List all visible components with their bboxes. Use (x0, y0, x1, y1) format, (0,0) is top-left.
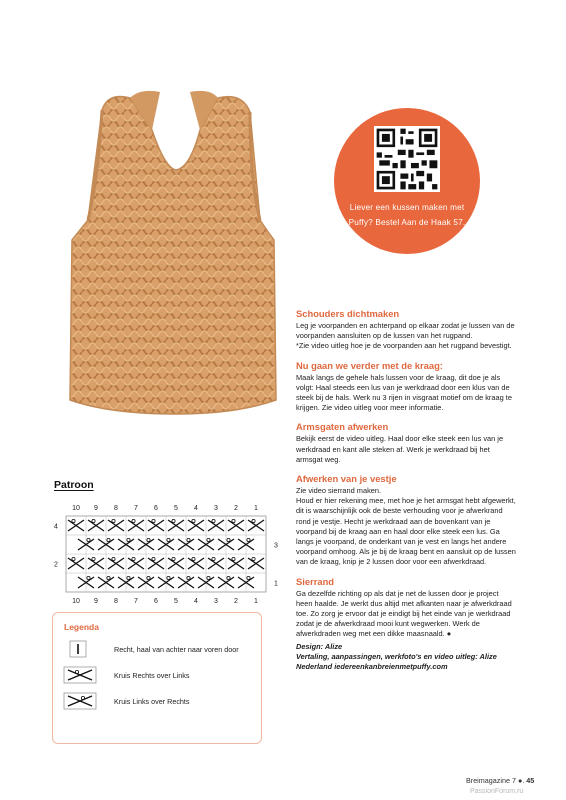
section-body-collar: Maak langs de gehele hals lussen voor de kraag, dit doe je als volgt: Haal steeds een lus van je werkdraad door een klus van de steek bij de hals. Werk nu 3 rijen in visgraat motief om de kraag te krijgen. Zie video uitleg voor meer informatie. (296, 372, 512, 413)
legend-item-cross-right (62, 666, 258, 686)
col-label-top: 10 (72, 505, 80, 512)
legend-label-knit: Recht, haal van achter naar voren door (114, 645, 239, 654)
section-heading-shoulders: Schouders dichtmaken (296, 308, 400, 319)
vertical-bar-icon (62, 640, 98, 658)
legend-title: Legenda (64, 622, 99, 632)
col-label-top: 4 (194, 505, 198, 512)
col-label-top: 5 (174, 505, 178, 512)
col-label-top: 9 (94, 505, 98, 512)
col-label-bottom: 4 (194, 598, 198, 605)
watermark: PassionForum.ru (470, 788, 524, 795)
row-label: 2 (54, 561, 58, 569)
cross-left-over-right-icon (62, 692, 98, 710)
col-label-bottom: 7 (134, 598, 138, 605)
col-label-top: 7 (134, 505, 138, 512)
legend-label-cross-left: Kruis Links over Rechts (114, 697, 190, 706)
promo-text: Liever een kussen maken met Puffy? Bestel Aan de Haak 57. (348, 203, 466, 227)
row-label: 3 (274, 542, 278, 550)
legend-item-knit (62, 640, 258, 660)
legend-label-cross-right: Kruis Rechts over Links (114, 671, 190, 680)
col-label-bottom: 6 (154, 598, 158, 605)
pattern-chart (42, 498, 302, 610)
section-heading-border: Sierrand (296, 575, 335, 587)
col-label-bottom: 1 (254, 598, 258, 605)
bullet-icon: ●. (517, 776, 527, 785)
cross-right-over-left-icon (62, 666, 98, 684)
page-footer (466, 776, 534, 785)
col-label-bottom: 3 (214, 598, 218, 605)
magazine-name: Breimagazine 7 (466, 776, 516, 785)
col-label-bottom: 2 (234, 598, 238, 605)
section-body-armholes: Bekijk eerst de video uitleg. Haal door elke steek een lus van je werkdraad en kant alle steken af. Werk je werkdraad bij het armsgat weg. (296, 434, 504, 464)
section-heading-collar: Nu gaan we verder met de kraag: (296, 359, 443, 371)
page-number: 45 (526, 776, 535, 785)
col-label-top: 3 (214, 505, 218, 512)
qr-code-icon[interactable] (374, 126, 440, 192)
col-label-bottom: 9 (94, 598, 98, 605)
col-label-bottom: 10 (72, 598, 80, 605)
row-label: 4 (54, 523, 58, 531)
row-label: 1 (274, 580, 278, 588)
col-label-top: 6 (154, 505, 158, 512)
legend-item-cross-left (62, 692, 258, 712)
vest-photo (40, 70, 290, 420)
pattern-title: Patroon (54, 479, 94, 491)
col-label-top: 2 (234, 505, 238, 512)
col-label-top: 1 (254, 505, 258, 512)
section-heading-finishing: Afwerken van je vestje (296, 473, 397, 485)
section-body-finishing: Zie video sierrand maken. Houd er hier rekening mee, met hoe je het armsgat hebt afgewerkt, dit is waarschijnlijk ook de beste verhouding voor je afwerkrand rond je vestje. Hecht je werkdraad aan de bovenkant van je voorpand bij de kraag aan en haal door elke steek een lus. Ga langs je voorpand, de onderkant van je vest en langs het andere voorpand omhoog. Als je bij de kraag bent en aansluit op de lussen van de kraag, knip je 2 lussen door voor een afwerkdraad. (296, 486, 516, 567)
col-label-top: 8 (114, 505, 118, 512)
article (296, 308, 516, 672)
credits: Design: Alize Vertaling, aanpassingen, werkfoto's en video uitleg: Alize Nederland iedereenkanbreienmetpuffy.com (296, 641, 497, 672)
section-body-border: Ga dezelfde richting op als dat je net de lussen door je project heen haalde. Je werkt dus altijd met afkanten naar je afwerkdraad toe. Zo zorg je ervoor dat je eindigt bij het einde van je werkdraad zodat je de afwerkdraad mooi kunt wegwerken. Werk de afwerkdraden weg met een dikke maasnaald. ● (296, 588, 512, 639)
section-heading-armholes: Armsgaten afwerken (296, 421, 389, 433)
section-body-shoulders: Leg je voorpanden en achterpand op elkaar zodat je lussen van de voorpanden aansluiten op de lussen van het rugpand. *Zie video uitleg hoe je de voorpanden aan het rugpand bevestigt. (296, 321, 515, 351)
col-label-bottom: 5 (174, 598, 178, 605)
col-label-bottom: 8 (114, 598, 118, 605)
